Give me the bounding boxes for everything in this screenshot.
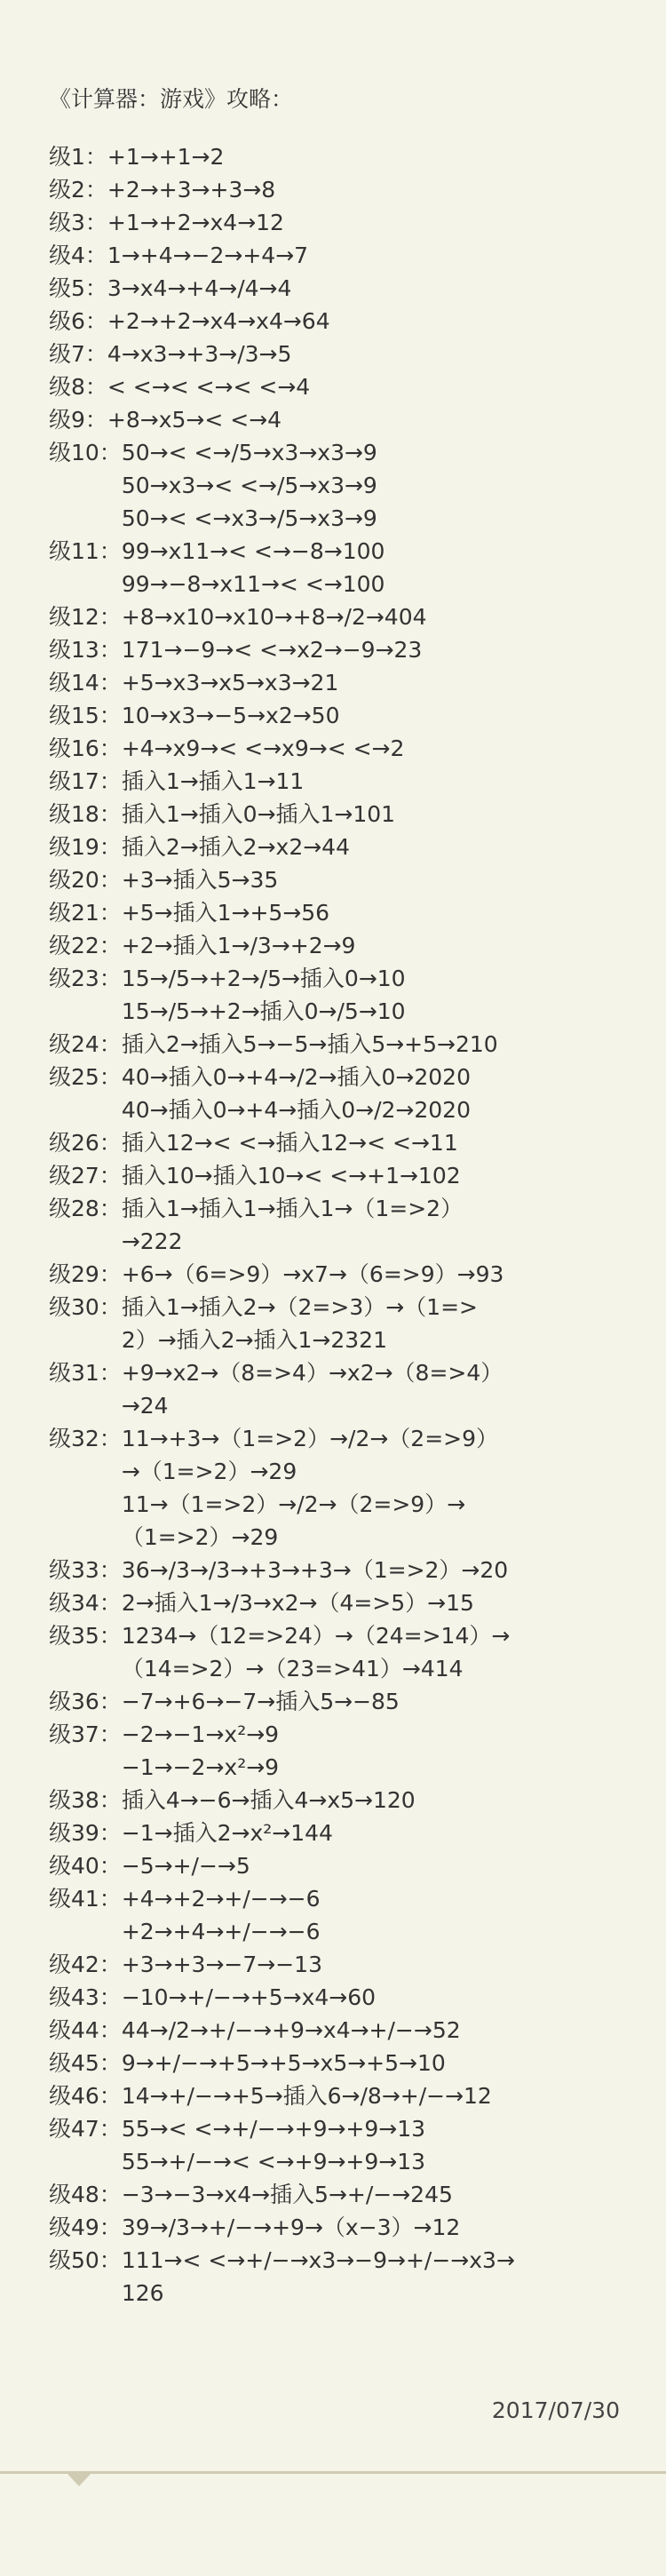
level-solutions	[107, 206, 662, 239]
footer-notch-icon	[67, 2474, 91, 2486]
level-entry	[49, 1817, 662, 1849]
solution-line: 111→< <→+/−→x3→−9→+/−→x3→	[121, 2247, 515, 2273]
solution-line: −2→−1→x²→9	[121, 1721, 280, 1747]
level-label: 级27：	[49, 1163, 122, 1189]
level-entry	[49, 305, 662, 338]
level-label: 级43：	[49, 1984, 122, 2010]
level-label: 级10：	[49, 440, 122, 465]
level-entry	[49, 962, 662, 1028]
solution-line: 126	[121, 2280, 164, 2306]
solution-line: 44→/2→+/−→+9→x4→+/−→52	[121, 2017, 461, 2043]
level-solutions	[122, 1356, 662, 1422]
solution-line: 插入2→插入5→−5→插入5→+5→210	[121, 1031, 498, 1057]
solution-line: +8→x5→< <→4	[107, 407, 282, 433]
level-entry	[49, 239, 662, 272]
level-entry	[49, 600, 662, 633]
level-entry	[49, 370, 662, 403]
solution-line: +2→+2→x4→x4→64	[107, 308, 330, 334]
level-solutions	[122, 2047, 662, 2079]
level-label: 级14：	[49, 670, 122, 696]
solution-line: 插入1→插入1→11	[121, 768, 305, 794]
level-solutions	[122, 732, 662, 765]
level-entry	[49, 1882, 662, 1948]
level-label: 级40：	[49, 1853, 122, 1879]
level-solutions	[122, 535, 662, 600]
level-label: 级32：	[49, 1426, 122, 1451]
level-solutions	[122, 2112, 662, 2178]
level-entry	[49, 2014, 662, 2047]
solution-line: +9→x2→（8=>4）→x2→（8=>4）	[121, 1360, 503, 1386]
solution-line: −5→+/−→5	[121, 1853, 250, 1879]
level-solutions	[122, 863, 662, 896]
level-solutions	[122, 600, 662, 633]
solution-line: 14→+/−→+5→插入6→/8→+/−→12	[121, 2083, 492, 2109]
level-entry	[49, 863, 662, 896]
level-label: 级39：	[49, 1820, 122, 1846]
level-solutions	[122, 1849, 662, 1882]
level-label: 级50：	[49, 2247, 122, 2273]
level-entry	[49, 403, 662, 436]
level-solutions	[107, 272, 662, 305]
level-solutions	[122, 1258, 662, 1291]
level-solutions	[122, 896, 662, 929]
level-entry	[49, 2047, 662, 2079]
level-label: 级12：	[49, 604, 122, 630]
level-label: 级13：	[49, 637, 122, 663]
level-solutions	[122, 1981, 662, 2014]
level-entry	[49, 1291, 662, 1356]
level-label: 级20：	[49, 867, 122, 893]
level-solutions	[122, 1192, 662, 1258]
solution-line: →（1=>2）→29	[121, 1459, 297, 1484]
level-solutions	[122, 699, 662, 732]
solution-line: 1234→（12=>24）→（24=>14）→	[121, 1623, 511, 1649]
solution-line: 36→/3→/3→+3→+3→（1=>2）→20	[121, 1557, 509, 1583]
level-label: 级48：	[49, 2182, 122, 2207]
level-entry	[49, 1849, 662, 1882]
level-entry	[49, 272, 662, 305]
solution-line: （1=>2）→29	[121, 1524, 279, 1550]
solution-line: < <→< <→< <→4	[107, 374, 311, 400]
level-entry	[49, 699, 662, 732]
level-label: 级21：	[49, 900, 122, 926]
level-entry	[49, 1685, 662, 1718]
solution-line: 15→/5→+2→插入0→/5→10	[121, 998, 406, 1024]
level-label: 级19：	[49, 834, 122, 860]
footer-divider	[0, 2471, 666, 2474]
level-label: 级16：	[49, 735, 122, 761]
level-label: 级31：	[49, 1360, 122, 1386]
level-entry	[49, 798, 662, 831]
level-label: 级46：	[49, 2083, 122, 2109]
solution-line: 11→（1=>2）→/2→（2=>9）→	[121, 1491, 466, 1517]
solution-line: 2）→插入2→插入1→2321	[121, 1327, 387, 1353]
level-solutions	[107, 173, 662, 206]
solution-line: +2→+4→+/−→−6	[121, 1919, 321, 1944]
level-solutions	[122, 1554, 662, 1586]
level-entry	[49, 1192, 662, 1258]
level-label: 级37：	[49, 1721, 122, 1747]
solution-line: −1→−2→x²→9	[121, 1754, 280, 1780]
level-entry	[49, 896, 662, 929]
level-solutions	[122, 436, 662, 535]
level-entry	[49, 1981, 662, 2014]
solution-line: +2→插入1→/3→+2→9	[121, 933, 356, 958]
level-entry	[49, 2079, 662, 2112]
solution-line: 99→−8→x11→< <→100	[121, 571, 385, 597]
level-label: 级30：	[49, 1294, 122, 1320]
solution-line: −7→+6→−7→插入5→−85	[121, 1689, 400, 1714]
level-solutions	[122, 2244, 662, 2310]
level-solutions	[107, 403, 662, 436]
level-solutions	[107, 338, 662, 370]
solution-line: 50→< <→/5→x3→x3→9	[121, 440, 377, 465]
level-label: 级15：	[49, 703, 122, 728]
level-entry	[49, 1258, 662, 1291]
level-entry	[49, 831, 662, 863]
level-label: 级36：	[49, 1689, 122, 1714]
solution-line: 171→−9→< <→x2→−9→23	[121, 637, 423, 663]
level-entry	[49, 1554, 662, 1586]
level-solutions	[122, 929, 662, 962]
level-solutions	[122, 1718, 662, 1784]
solution-line: +3→+3→−7→−13	[121, 1952, 322, 1977]
solution-line: 55→+/−→< <→+9→+9→13	[121, 2149, 426, 2174]
level-label: 级8：	[49, 374, 107, 400]
level-label: 级24：	[49, 1031, 122, 1057]
level-label: 级7：	[49, 341, 107, 367]
solution-line: 插入2→插入2→x2→44	[121, 834, 350, 860]
level-entry	[49, 732, 662, 765]
level-entry	[49, 1784, 662, 1817]
solution-line: +1→+1→2	[107, 144, 225, 170]
solution-line: 插入4→−6→插入4→x5→120	[121, 1787, 416, 1813]
level-entry	[49, 1061, 662, 1126]
solution-line: 11→+3→（1=>2）→/2→（2=>9）	[121, 1426, 499, 1451]
level-solutions	[107, 370, 662, 403]
solution-line: →222	[121, 1228, 183, 1254]
level-solutions	[122, 1126, 662, 1159]
solution-line: （14=>2）→（23=>41）→414	[121, 1656, 464, 1682]
solution-line: −10→+/−→+5→x4→60	[121, 1984, 377, 2010]
level-solutions	[122, 1291, 662, 1356]
level-label: 级26：	[49, 1130, 122, 1156]
level-solutions	[122, 1784, 662, 1817]
solution-line: +8→x10→x10→+8→/2→404	[121, 604, 427, 630]
level-entry	[49, 2178, 662, 2211]
level-label: 级2：	[49, 177, 107, 203]
level-solutions	[122, 2079, 662, 2112]
level-label: 级41：	[49, 1886, 122, 1912]
level-label: 级18：	[49, 801, 122, 827]
solution-line: 50→x3→< <→/5→x3→9	[121, 473, 377, 498]
level-entry	[49, 173, 662, 206]
level-solutions	[122, 1619, 662, 1685]
level-label: 级44：	[49, 2017, 122, 2043]
solution-line: 15→/5→+2→/5→插入0→10	[121, 966, 406, 991]
level-label: 级17：	[49, 768, 122, 794]
level-label: 级42：	[49, 1952, 122, 1977]
level-entry	[49, 1126, 662, 1159]
level-entry	[49, 2211, 662, 2244]
level-solutions	[122, 2211, 662, 2244]
solution-line: 39→/3→+/−→+9→（x−3）→12	[121, 2214, 461, 2240]
level-label: 级5：	[49, 275, 107, 301]
level-entry	[49, 633, 662, 666]
solution-line: +2→+3→+3→8	[107, 177, 276, 203]
level-solutions	[122, 798, 662, 831]
solution-line: 1→+4→−2→+4→7	[107, 242, 309, 268]
solution-line: 99→x11→< <→−8→100	[121, 538, 385, 564]
level-label: 级49：	[49, 2214, 122, 2240]
solution-line: +6→（6=>9）→x7→（6=>9）→93	[121, 1261, 504, 1287]
solution-line: 3→x4→+4→/4→4	[107, 275, 292, 301]
level-label: 级28：	[49, 1196, 122, 1221]
level-solutions	[107, 140, 662, 173]
level-label: 级25：	[49, 1064, 122, 1090]
level-entry	[49, 1619, 662, 1685]
level-label: 级9：	[49, 407, 107, 433]
level-entry	[49, 1028, 662, 1061]
solution-line: 40→插入0→+4→/2→插入0→2020	[121, 1064, 471, 1090]
level-solutions	[122, 1882, 662, 1948]
level-entry	[49, 140, 662, 173]
level-label: 级45：	[49, 2050, 122, 2076]
solution-line: 插入1→插入0→插入1→101	[121, 801, 396, 827]
level-entry	[49, 2244, 662, 2310]
level-solutions	[122, 2178, 662, 2211]
level-entry	[49, 929, 662, 962]
level-entry	[49, 1422, 662, 1554]
level-entry	[49, 666, 662, 699]
level-solutions	[107, 239, 662, 272]
level-solutions	[122, 1061, 662, 1126]
solution-line: 50→< <→x3→/5→x3→9	[121, 505, 377, 531]
solution-line: 插入12→< <→插入12→< <→11	[121, 1130, 458, 1156]
solution-line: +4→x9→< <→x9→< <→2	[121, 735, 405, 761]
level-solutions	[122, 1685, 662, 1718]
level-label: 级33：	[49, 1557, 122, 1583]
level-solutions	[122, 2014, 662, 2047]
level-label: 级4：	[49, 242, 107, 268]
level-solutions	[122, 765, 662, 798]
level-entry	[49, 1586, 662, 1619]
solution-line: +4→+2→+/−→−6	[121, 1886, 321, 1912]
page-title: 《计算器：游戏》攻略：	[49, 86, 294, 112]
level-solutions	[122, 1948, 662, 1981]
solution-line: →24	[121, 1393, 169, 1419]
solution-line: 55→< <→+/−→+9→+9→13	[121, 2116, 426, 2142]
level-entry	[49, 1948, 662, 1981]
level-entry	[49, 765, 662, 798]
level-entry	[49, 338, 662, 370]
level-label: 级29：	[49, 1261, 122, 1287]
solution-line: +1→+2→x4→12	[107, 210, 284, 235]
level-entry	[49, 535, 662, 600]
level-label: 级3：	[49, 210, 107, 235]
level-label: 级23：	[49, 966, 122, 991]
level-solutions	[107, 305, 662, 338]
solution-line: −1→插入2→x²→144	[121, 1820, 333, 1846]
level-solutions	[122, 831, 662, 863]
level-entry	[49, 206, 662, 239]
level-solutions	[122, 666, 662, 699]
solution-line: 2→插入1→/3→x2→（4=>5）→15	[121, 1590, 474, 1616]
level-label: 级47：	[49, 2116, 122, 2142]
level-solutions	[122, 962, 662, 1028]
solution-line: 10→x3→−5→x2→50	[121, 703, 340, 728]
level-solutions	[122, 1586, 662, 1619]
solution-line: 4→x3→+3→/3→5	[107, 341, 292, 367]
level-label: 级11：	[49, 538, 122, 564]
level-entry	[49, 2112, 662, 2178]
level-solutions	[122, 633, 662, 666]
solution-line: −3→−3→x4→插入5→+/−→245	[121, 2182, 453, 2207]
level-solutions	[122, 1028, 662, 1061]
level-label: 级35：	[49, 1623, 122, 1649]
walkthrough-list	[49, 140, 662, 2310]
level-entry	[49, 1159, 662, 1192]
level-solutions	[122, 1159, 662, 1192]
level-label: 级22：	[49, 933, 122, 958]
level-label: 级6：	[49, 308, 107, 334]
solution-line: +5→插入1→+5→56	[121, 900, 330, 926]
solution-line: 插入10→插入10→< <→+1→102	[121, 1163, 461, 1189]
level-entry	[49, 436, 662, 535]
solution-line: 40→插入0→+4→插入0→/2→2020	[121, 1097, 471, 1123]
solution-line: 插入1→插入1→插入1→（1=>2）	[121, 1196, 464, 1221]
solution-line: +3→插入5→35	[121, 867, 279, 893]
post-date: 2017/07/30	[491, 2397, 620, 2423]
level-solutions	[122, 1817, 662, 1849]
solution-line: 9→+/−→+5→+5→x5→+5→10	[121, 2050, 446, 2076]
level-entry	[49, 1356, 662, 1422]
level-label: 级1：	[49, 144, 107, 170]
level-solutions	[122, 1422, 662, 1554]
level-label: 级38：	[49, 1787, 122, 1813]
solution-line: 插入1→插入2→（2=>3）→（1=>	[121, 1294, 478, 1320]
level-label: 级34：	[49, 1590, 122, 1616]
solution-line: +5→x3→x5→x3→21	[121, 670, 339, 696]
level-entry	[49, 1718, 662, 1784]
